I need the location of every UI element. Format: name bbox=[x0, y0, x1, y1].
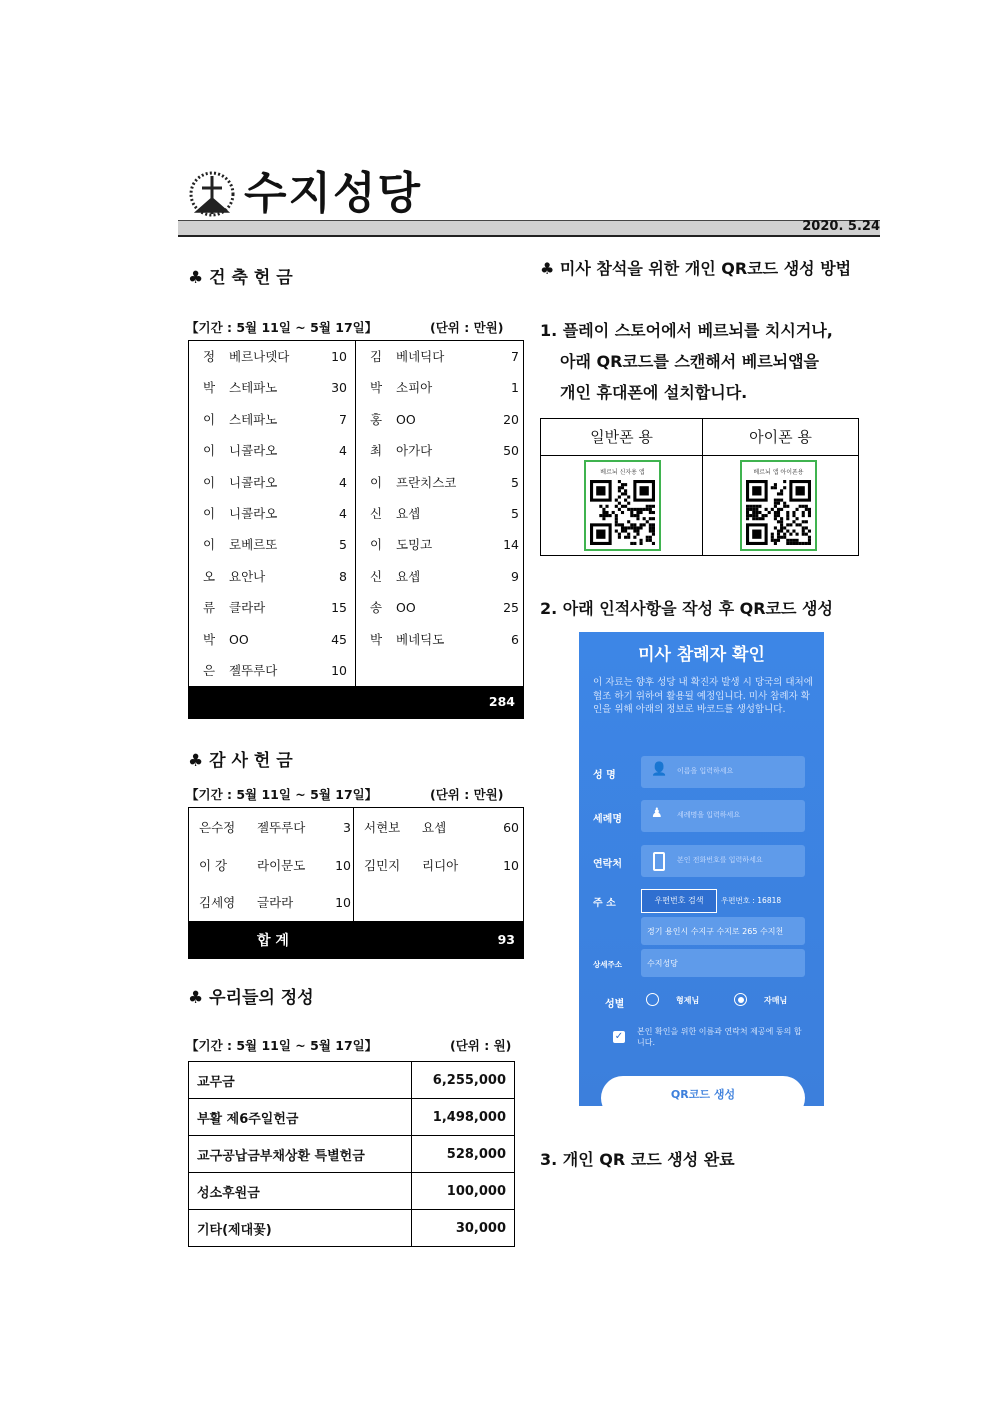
iphone-column-header: 아이폰 용 bbox=[749, 428, 812, 446]
donor-row bbox=[354, 812, 523, 843]
offerings-period: 【기간 : 5월 11일 ~ 5월 17일】 bbox=[186, 1038, 378, 1053]
android-qr-caption: 베르뇌 신자용 앱 bbox=[600, 469, 645, 476]
gender-label: 성별 bbox=[605, 999, 625, 1010]
person-badge-icon: ♟ bbox=[651, 806, 663, 821]
name-placeholder: 이름을 입력하세요 bbox=[677, 767, 734, 775]
donor-surname: 이 bbox=[203, 537, 216, 553]
generate-qr-button[interactable]: QR코드 생성 bbox=[601, 1076, 805, 1106]
step3-text: 3. 개인 QR 코드 생성 완료 bbox=[540, 1150, 735, 1169]
offerings-table bbox=[188, 1061, 515, 1247]
thanks-offering-unit: (단위 : 만원) bbox=[430, 787, 504, 802]
donor-amount: 25 bbox=[503, 600, 519, 616]
postcode-value: 우편번호 : 16818 bbox=[721, 896, 782, 905]
donor-row bbox=[189, 655, 355, 686]
donor-amount: 7 bbox=[511, 349, 519, 364]
donor-surname: 오 bbox=[203, 568, 216, 584]
donor-amount: 6 bbox=[511, 631, 519, 647]
gender-female-radio[interactable] bbox=[734, 993, 747, 1006]
name-input[interactable] bbox=[641, 756, 805, 788]
donor-amount: 8 bbox=[339, 568, 347, 584]
donor-amount: 14 bbox=[503, 537, 519, 553]
donor-baptismal-name: 도밍고 bbox=[396, 537, 433, 553]
donor-surname: 은 bbox=[203, 663, 216, 678]
donor-amount: 10 bbox=[335, 857, 351, 873]
thanks-offering-title: 감 사 헌 금 bbox=[209, 751, 293, 771]
donor-person-name: 김세영 bbox=[199, 895, 236, 910]
header-bar bbox=[178, 220, 880, 237]
donor-row bbox=[356, 498, 523, 529]
donor-baptismal-name: 클라라 bbox=[229, 600, 266, 616]
offering-label: 교무금 bbox=[189, 1062, 412, 1099]
parish-title: 수지성당 bbox=[244, 168, 423, 219]
donor-person-name: 이 강 bbox=[199, 857, 228, 873]
donor-amount: 5 bbox=[511, 474, 519, 490]
donor-surname: 이 bbox=[203, 506, 216, 521]
donor-baptismal-name: 프란치스코 bbox=[396, 474, 457, 490]
donor-surname: 최 bbox=[370, 443, 383, 459]
offering-row bbox=[189, 1062, 515, 1099]
baptismal-placeholder: 세례명을 입력하세요 bbox=[677, 811, 741, 819]
donor-amount: 9 bbox=[511, 568, 519, 584]
donor-surname: 류 bbox=[203, 600, 216, 616]
donor-row bbox=[356, 624, 523, 655]
donor-amount: 30 bbox=[331, 380, 347, 396]
donor-row bbox=[356, 404, 523, 435]
building-fund-period: 【기간 : 5월 11일 ~ 5월 17일】 bbox=[186, 320, 378, 335]
step1-line3: 개인 휴대폰에 설치합니다. bbox=[560, 383, 748, 402]
donor-person-name: 김민지 bbox=[364, 857, 401, 873]
donor-row bbox=[356, 467, 523, 498]
donor-row bbox=[189, 529, 355, 560]
donor-baptismal-name: 로베르또 bbox=[229, 537, 278, 553]
donor-amount: 7 bbox=[339, 411, 347, 427]
donor-baptismal-name: 스테파노 bbox=[229, 411, 278, 427]
building-fund-heading bbox=[188, 267, 293, 289]
issue-date: 2020. 5.24 bbox=[802, 219, 880, 234]
donor-surname: 이 bbox=[203, 443, 216, 459]
step2-text: 2. 아래 인적사항을 작성 후 QR코드 생성 bbox=[540, 599, 833, 618]
qr-code-icon bbox=[590, 480, 655, 545]
address-input[interactable] bbox=[641, 917, 805, 945]
donor-baptismal-name: 요셉 bbox=[396, 506, 421, 521]
qr-code-icon bbox=[746, 480, 811, 545]
person-icon: 👤 bbox=[651, 762, 668, 777]
thanks-offering-heading bbox=[188, 750, 293, 772]
offering-label: 성소후원금 bbox=[189, 1173, 412, 1210]
thanks-offering-total-bar bbox=[189, 921, 523, 958]
donor-baptismal-name: 요셉 bbox=[396, 568, 421, 584]
donor-amount: 4 bbox=[339, 474, 347, 490]
offering-row bbox=[189, 1136, 515, 1173]
donor-surname: 홍 bbox=[370, 411, 383, 427]
donor-row bbox=[356, 561, 523, 592]
offering-amount: 100,000 bbox=[412, 1173, 515, 1210]
offering-row bbox=[189, 1173, 515, 1210]
donor-amount: 60 bbox=[503, 820, 519, 835]
offering-label: 교구공납금부채상환 특별헌금 bbox=[189, 1136, 412, 1173]
qr-guide-heading bbox=[540, 258, 851, 280]
app-title: 미사 참례자 확인 bbox=[638, 645, 765, 665]
offering-amount: 1,498,000 bbox=[412, 1099, 515, 1136]
building-fund-total: 284 bbox=[488, 694, 515, 709]
thanks-offering-period: 【기간 : 5월 11일 ~ 5월 17일】 bbox=[186, 787, 378, 802]
donor-amount: 10 bbox=[331, 349, 347, 364]
donor-baptismal-name: 아가다 bbox=[396, 443, 433, 459]
qr-code-table bbox=[540, 418, 859, 556]
donor-baptismal-name: 베네딕도 bbox=[396, 631, 445, 647]
donor-surname: 이 bbox=[370, 537, 383, 553]
donor-surname: 신 bbox=[370, 506, 383, 521]
donor-baptismal-name: 요안나 bbox=[229, 568, 266, 584]
donor-baptismal-name: 요셉 bbox=[422, 820, 447, 835]
step1-line1: 1. 플레이 스토어에서 베르뇌를 치시거나, bbox=[540, 321, 833, 340]
row-divider bbox=[541, 455, 858, 456]
donor-amount: 5 bbox=[511, 506, 519, 521]
gender-male-label: 형제님 bbox=[676, 996, 700, 1005]
offering-row bbox=[189, 1099, 515, 1136]
donor-amount: 10 bbox=[335, 895, 351, 910]
parish-logo bbox=[186, 168, 238, 220]
donor-surname: 박 bbox=[203, 631, 216, 647]
donor-baptismal-name: 젤뚜루다 bbox=[229, 663, 278, 678]
donor-row bbox=[356, 341, 523, 372]
detail-address-value: 수지성당 bbox=[647, 959, 678, 968]
donor-baptismal-name: 소피아 bbox=[396, 380, 433, 396]
donor-baptismal-name: 베르나뎃다 bbox=[229, 349, 290, 364]
donor-amount: 5 bbox=[339, 537, 347, 553]
offerings-unit: (단위 : 원) bbox=[450, 1038, 512, 1053]
club-icon: ♣ bbox=[540, 259, 555, 278]
name-label: 성 명 bbox=[593, 770, 616, 781]
gender-female-label: 자매님 bbox=[764, 996, 788, 1005]
offering-amount: 6,255,000 bbox=[412, 1062, 515, 1099]
building-fund-total-bar bbox=[189, 686, 523, 718]
consent-text: 본인 확인을 위한 이름과 연락처 제공에 동의 합니다. bbox=[637, 1027, 802, 1047]
phone-input[interactable] bbox=[641, 845, 805, 877]
donor-surname: 이 bbox=[203, 474, 216, 490]
donor-row bbox=[189, 850, 353, 881]
club-icon: ♣ bbox=[188, 268, 204, 288]
thanks-offering-total: 93 bbox=[497, 932, 515, 947]
club-icon: ♣ bbox=[188, 751, 204, 771]
donor-baptismal-name: 리디아 bbox=[422, 857, 459, 873]
donor-surname: 박 bbox=[370, 380, 383, 396]
donor-surname: 박 bbox=[370, 631, 383, 647]
donor-amount: 45 bbox=[331, 631, 347, 647]
building-fund-table bbox=[188, 340, 524, 719]
club-icon: ♣ bbox=[188, 988, 204, 1008]
offering-label: 부활 제6주일헌금 bbox=[189, 1099, 412, 1136]
donor-row bbox=[354, 850, 523, 881]
donor-baptismal-name: 니콜라오 bbox=[229, 443, 278, 459]
donor-row bbox=[189, 404, 355, 435]
thanks-offering-table bbox=[188, 807, 524, 959]
donor-amount: 4 bbox=[339, 506, 347, 521]
app-description: 이 자료는 향후 성당 내 확진자 발생 시 당국의 대처에 협조 하기 위하여 활용될 예정입니다. 미사 참례자 확인을 위해 아래의 정보로 바코드를 생성합니다. bbox=[593, 677, 813, 715]
donor-amount: 10 bbox=[503, 857, 519, 873]
donor-amount: 4 bbox=[339, 443, 347, 459]
building-fund-title: 건 축 헌 금 bbox=[209, 268, 293, 288]
donor-surname: 이 bbox=[370, 474, 383, 490]
donor-amount: 20 bbox=[503, 411, 519, 427]
address-label: 주 소 bbox=[593, 898, 616, 909]
donor-baptismal-name: 라이문도 bbox=[257, 857, 306, 873]
step1-line2: 아래 QR코드를 스캔해서 베르뇌앱을 bbox=[560, 352, 820, 371]
app-screenshot bbox=[579, 632, 824, 1106]
iphone-qr-caption: 베르뇌 앱 아이폰용 bbox=[753, 469, 804, 476]
donor-row bbox=[189, 887, 353, 918]
donor-surname: 신 bbox=[370, 568, 383, 584]
donor-baptismal-name: 글라라 bbox=[257, 895, 294, 910]
offering-amount: 30,000 bbox=[412, 1210, 515, 1247]
offering-label: 기타(제대꽃) bbox=[189, 1210, 412, 1247]
gender-male-radio[interactable] bbox=[646, 993, 659, 1006]
donor-baptismal-name: OO bbox=[229, 631, 249, 647]
detail-address-input[interactable] bbox=[641, 949, 805, 977]
donor-baptismal-name: 젤뚜루다 bbox=[257, 820, 306, 835]
donor-row bbox=[189, 561, 355, 592]
donor-surname: 김 bbox=[370, 349, 383, 364]
donor-amount: 3 bbox=[343, 820, 351, 835]
donor-amount: 50 bbox=[503, 443, 519, 459]
offering-row bbox=[189, 1210, 515, 1247]
donor-baptismal-name: 니콜라오 bbox=[229, 506, 278, 521]
radio-selected-dot bbox=[738, 997, 744, 1003]
donor-surname: 이 bbox=[203, 411, 216, 427]
donor-baptismal-name: 스테파노 bbox=[229, 380, 278, 396]
donor-row bbox=[189, 812, 353, 843]
detail-address-label: 상세주소 bbox=[593, 960, 622, 969]
donor-row bbox=[356, 435, 523, 466]
postcode-search-button[interactable]: 우편번호 검색 bbox=[641, 889, 717, 913]
donor-baptismal-name: 베네딕다 bbox=[396, 349, 445, 364]
donor-row bbox=[189, 341, 355, 372]
donor-baptismal-name: 니콜라오 bbox=[229, 474, 278, 490]
baptismal-label: 세례명 bbox=[593, 814, 622, 825]
donor-baptismal-name: OO bbox=[396, 600, 416, 616]
donor-person-name: 서현보 bbox=[364, 820, 401, 835]
donor-row bbox=[189, 624, 355, 655]
donor-row bbox=[356, 529, 523, 560]
donor-row bbox=[189, 498, 355, 529]
android-qr-code[interactable] bbox=[584, 460, 661, 551]
donor-row bbox=[189, 372, 355, 403]
donor-row bbox=[189, 592, 355, 623]
baptismal-input[interactable] bbox=[641, 800, 805, 832]
donor-surname: 송 bbox=[370, 600, 383, 616]
address-value: 경기 용인시 수지구 수지로 265 수지천 bbox=[647, 927, 784, 936]
donor-amount: 15 bbox=[331, 600, 347, 616]
offerings-title: 우리들의 정성 bbox=[209, 988, 314, 1008]
donor-row bbox=[189, 435, 355, 466]
consent-checkbox[interactable]: ✓ bbox=[614, 1031, 624, 1042]
donor-baptismal-name: OO bbox=[396, 411, 416, 427]
phone-icon bbox=[653, 852, 665, 871]
android-column-header: 일반폰 용 bbox=[590, 428, 653, 446]
donor-row bbox=[189, 467, 355, 498]
qr-guide-title: 미사 참석을 위한 개인 QR코드 생성 방법 bbox=[559, 259, 852, 278]
thanks-offering-total-label: 합 계 bbox=[257, 933, 289, 949]
iphone-qr-code[interactable] bbox=[740, 460, 817, 551]
donor-surname: 박 bbox=[203, 380, 216, 396]
donor-amount: 10 bbox=[331, 663, 347, 678]
donor-person-name: 은수정 bbox=[199, 820, 236, 835]
donor-row bbox=[356, 592, 523, 623]
phone-label: 연락처 bbox=[593, 859, 622, 870]
donor-row bbox=[356, 372, 523, 403]
building-fund-unit: (단위 : 만원) bbox=[430, 320, 504, 335]
offering-amount: 528,000 bbox=[412, 1136, 515, 1173]
donor-amount: 1 bbox=[511, 380, 519, 396]
donor-surname: 정 bbox=[203, 349, 216, 364]
phone-placeholder: 본인 전화번호를 입력하세요 bbox=[677, 856, 763, 864]
offerings-heading bbox=[188, 987, 314, 1009]
